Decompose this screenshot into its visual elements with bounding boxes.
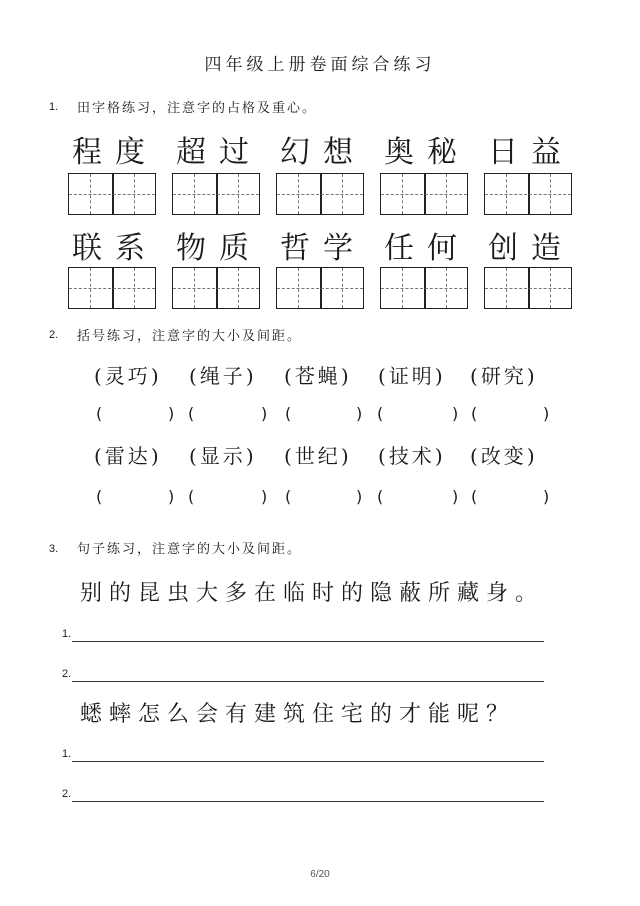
tianzige-word: 创造: [488, 231, 574, 266]
tianzige-box[interactable]: [484, 267, 572, 309]
answer-paren-close: ): [543, 404, 550, 423]
writing-line[interactable]: [72, 641, 544, 642]
answer-paren-close: ): [452, 404, 459, 423]
answer-paren-close: ): [543, 487, 550, 506]
answer-paren-open: (: [285, 404, 292, 423]
answer-paren-close: ): [356, 404, 363, 423]
paren-word: (灵巧): [94, 364, 162, 388]
tianzige-word: 日益: [488, 135, 574, 170]
line-label: 1.: [62, 628, 72, 640]
tianzige-word: 幻想: [280, 135, 366, 170]
tianzige-word: 联系: [72, 231, 158, 266]
answer-paren-open: (: [471, 487, 478, 506]
tianzige-box[interactable]: [276, 173, 364, 215]
answer-paren-open: (: [377, 404, 384, 423]
writing-line[interactable]: [72, 761, 544, 762]
answer-paren-open: (: [96, 487, 103, 506]
paren-word: (证明): [378, 364, 446, 388]
paren-word: (世纪): [284, 444, 352, 468]
answer-paren-close: ): [452, 487, 459, 506]
tianzige-box[interactable]: [276, 267, 364, 309]
tianzige-box[interactable]: [484, 173, 572, 215]
tianzige-box[interactable]: [68, 173, 156, 215]
paren-word: (苍蝇): [284, 364, 352, 388]
tianzige-box[interactable]: [68, 267, 156, 309]
section-3-instruction: 句子练习，注意字的大小及间距。: [77, 542, 303, 557]
paren-word: (技术): [378, 444, 446, 468]
tianzige-word: 超过: [176, 135, 262, 170]
answer-paren-open: (: [188, 404, 195, 423]
paren-word: (绳子): [189, 364, 257, 388]
answer-paren-close: ): [261, 487, 268, 506]
line-label: 2.: [62, 788, 72, 800]
paren-word: (改变): [470, 444, 538, 468]
section-1-number: 1.: [49, 101, 59, 113]
tianzige-word: 物质: [176, 231, 262, 266]
tianzige-word: 任何: [384, 231, 470, 266]
tianzige-box[interactable]: [380, 173, 468, 215]
sentence-2: 蟋蟀怎么会有建筑住宅的才能呢？: [80, 702, 516, 727]
answer-paren-close: ): [168, 404, 175, 423]
answer-paren-open: (: [188, 487, 195, 506]
page-title: 四年级上册卷面综合练习: [204, 55, 436, 75]
line-label: 1.: [62, 748, 72, 760]
line-label: 2.: [62, 668, 72, 680]
answer-paren-close: ): [356, 487, 363, 506]
paren-word: (雷达): [94, 444, 162, 468]
tianzige-box[interactable]: [172, 267, 260, 309]
tianzige-box[interactable]: [380, 267, 468, 309]
section-3-number: 3.: [49, 543, 59, 555]
answer-paren-open: (: [96, 404, 103, 423]
page-number: 6/20: [310, 869, 330, 880]
section-2-number: 2.: [49, 329, 59, 341]
section-2-instruction: 括号练习，注意字的大小及间距。: [77, 329, 303, 344]
answer-paren-close: ): [168, 487, 175, 506]
tianzige-word: 程度: [72, 135, 158, 170]
tianzige-word: 奥秘: [384, 135, 470, 170]
answer-paren-open: (: [377, 487, 384, 506]
paren-word: (研究): [470, 364, 538, 388]
paren-word: (显示): [189, 444, 257, 468]
section-1-instruction: 田字格练习，注意字的占格及重心。: [77, 101, 318, 116]
writing-line[interactable]: [72, 801, 544, 802]
sentence-1: 别的昆虫大多在临时的隐蔽所藏身。: [80, 581, 545, 606]
writing-line[interactable]: [72, 681, 544, 682]
answer-paren-close: ): [261, 404, 268, 423]
answer-paren-open: (: [285, 487, 292, 506]
tianzige-box[interactable]: [172, 173, 260, 215]
tianzige-word: 哲学: [280, 231, 366, 266]
answer-paren-open: (: [471, 404, 478, 423]
